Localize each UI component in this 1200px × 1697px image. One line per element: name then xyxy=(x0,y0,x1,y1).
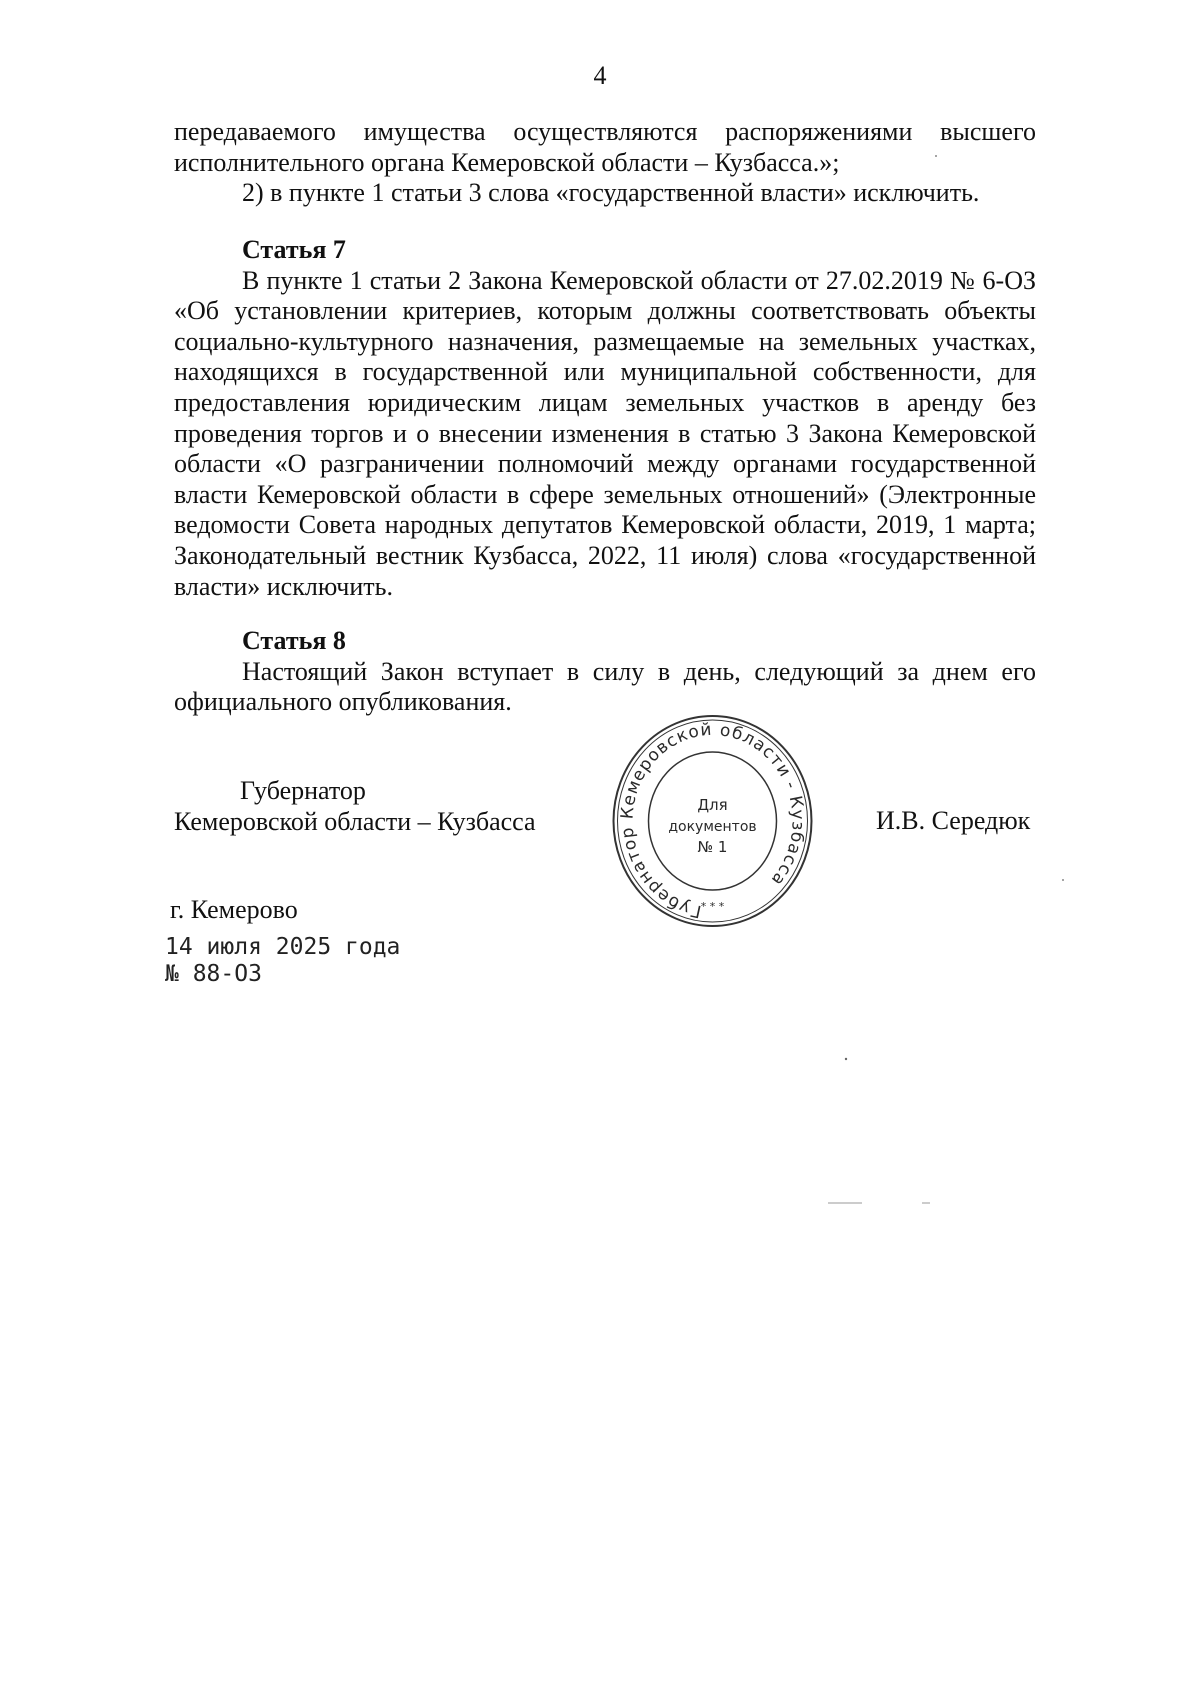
law-number-stamp: № 88-ОЗ xyxy=(165,961,262,987)
seal-center-line-1: Для xyxy=(697,796,728,814)
seal-stars: * * * xyxy=(700,900,725,913)
scan-speck xyxy=(845,1058,847,1060)
date-stamp: 14 июля 2025 года xyxy=(165,934,401,960)
seal-center-line-2: документов xyxy=(668,819,757,835)
date-number-stamp xyxy=(165,934,400,988)
page-number: 4 xyxy=(593,61,607,90)
continuation-block xyxy=(174,117,1036,209)
article-7-title: Статья 7 xyxy=(242,235,346,264)
continuation-paragraph: передаваемого имущества осуществляются распоряжениями высшего исполнительного органа Кемеровской области – Кузбасса.»; xyxy=(174,117,1036,177)
seal-center-line-3: № 1 xyxy=(697,838,728,856)
article-8-title: Статья 8 xyxy=(242,626,346,655)
position-region: Кемеровской области – Кузбасса xyxy=(174,806,536,836)
signatory-name: И.В. Середюк xyxy=(876,806,1031,835)
seal-ring-text: Губернатор Кемеровской области - Кузбасса xyxy=(617,719,808,922)
signatory-position xyxy=(174,776,536,837)
place-of-signing: г. Кемерово xyxy=(170,895,298,924)
item-2-paragraph: 2) в пункте 1 статьи 3 слова «государственной власти» исключить. xyxy=(242,178,980,208)
article-7-text: В пункте 1 статьи 2 Закона Кемеровской области от 27.02.2019 № 6-ОЗ «Об установлении критериев, которым должны соответствовать объекты социально-культурного назначения, размещаемые на земельных участках, находящихся в государственной или муниципальной собственности, для предоставления юридическим лицам земельных участков в аренду без проведения торгов и о внесении изменения в статью 3 Закона Кемеровской области «О разграничении полномочий между органами государственной власти Кемеровской области в сфере земельных отношений» (Электронные ведомости Совета народных депутатов Кемеровской области, 2019, 1 марта; Законодательный вестник Кузбасса, 2022, 11 июля) слова «государственной власти» исключить. xyxy=(174,265,1036,601)
position-title: Губернатор xyxy=(240,776,366,805)
article-8 xyxy=(174,626,1036,718)
article-7 xyxy=(174,235,1036,602)
article-8-text: Настоящий Закон вступает в силу в день, следующий за днем его официального опубликования. xyxy=(174,656,1036,717)
scan-speck xyxy=(1062,879,1064,881)
official-seal xyxy=(610,712,815,932)
